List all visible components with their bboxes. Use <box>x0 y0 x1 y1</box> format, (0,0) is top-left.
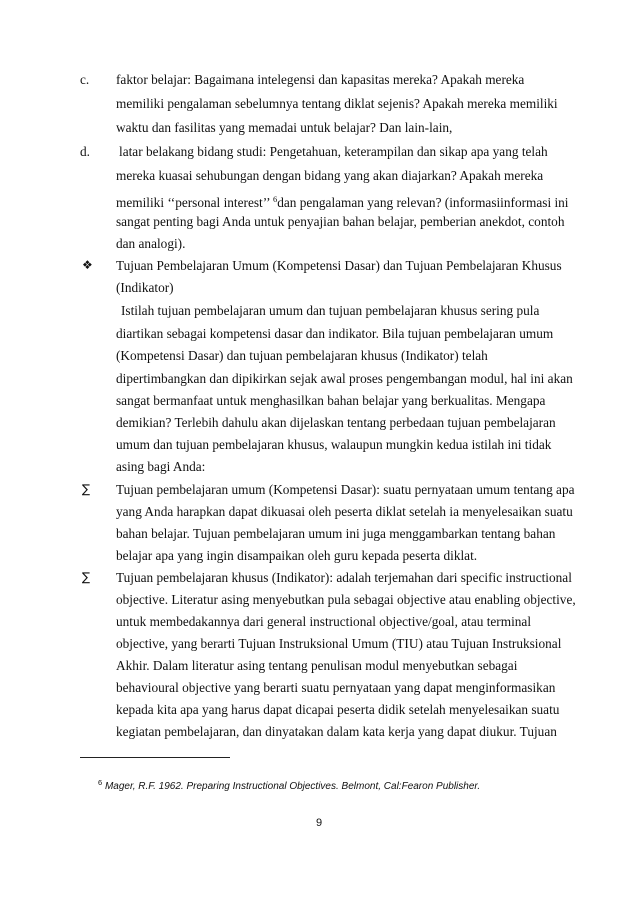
text-line: dan analogi). <box>116 236 186 251</box>
sigma-bullet-icon: ∑ <box>82 570 91 584</box>
text-line: diartikan sebagai kompetensi dasar dan indikator. Bila tujuan pembelajaran umum <box>116 326 554 341</box>
text-line: (Kompetensi Dasar) dan tujuan pembelajaran khusus (Indikator) telah <box>116 348 488 363</box>
sigma-bullet-icon: ∑ <box>82 482 91 496</box>
diamond-bullet-icon: ❖ <box>82 258 93 272</box>
text-line: faktor belajar: Bagaimana intelegensi dan kapasitas mereka? Apakah mereka <box>116 72 525 87</box>
text-line: behavioural objective yang berarti suatu pernyataan yang dapat menginformasikan <box>116 680 556 695</box>
list-marker-c: c. <box>80 72 90 87</box>
text-line: bahan belajar. Tujuan pembelajaran umum ini juga menggambarkan tentang bahan <box>116 526 556 541</box>
footnote-text: Mager, R.F. 1962. Preparing Instructional Objectives. Belmont, Cal:Fearon Publisher. <box>104 781 481 792</box>
text-line: kepada kita apa yang harus dapat dicapai peserta didik setelah menyelesaikan suatu <box>116 702 560 717</box>
footnote <box>98 776 480 794</box>
footnote-separator <box>80 757 230 758</box>
text-segment: dan pengalaman yang relevan? (informasiinformasi ini <box>277 195 569 210</box>
text-line: waktu dan fasilitas yang memadai untuk belajar? Dan lain-lain, <box>116 120 453 135</box>
text-line: demikian? Terlebih dahulu akan dijelaskan tentang perbedaan tujuan pembelajaran <box>116 415 556 430</box>
page-number: 9 <box>315 817 323 829</box>
text-line: objective, yang berarti Tujuan Instruksional Umum (TIU) atau Tujuan Instruksional <box>116 636 562 651</box>
text-line: sangat penting bagi Anda untuk penyajian bahan belajar, pemberian anekdot, contoh <box>116 214 565 229</box>
text-line: yang Anda harapkan dapat dikuasai oleh peserta diklat setelah ia menyelesaikan suatu <box>116 504 573 519</box>
text-line: asing bagi Anda: <box>116 459 206 474</box>
text-line: latar belakang bidang studi: Pengetahuan, keterampilan dan sikap apa yang telah <box>119 144 548 159</box>
text-line: objective. Literatur asing menyebutkan pula sebagai objective atau enabling objective, <box>116 592 576 607</box>
text-line: dipertimbangkan dan dipikirkan sejak awal proses pengembangan modul, hal ini akan <box>116 371 573 386</box>
text-line <box>116 191 569 211</box>
list-marker-d: d. <box>80 144 90 159</box>
text-line: Akhir. Dalam literatur asing tentang penulisan modul menyebutkan sebagai <box>116 658 518 673</box>
text-line: belajar apa yang ingin disampaikan oleh guru kepada peserta diklat. <box>116 548 478 563</box>
section-heading: (Indikator) <box>116 280 174 295</box>
section-heading: Tujuan Pembelajaran Umum (Kompetensi Dasar) dan Tujuan Pembelajaran Khusus <box>116 258 562 273</box>
footnote-reference: 6 <box>272 194 278 204</box>
text-segment: memiliki ‘‘personal interest’’ <box>116 195 270 210</box>
text-line: untuk membedakannya dari general instructional objective/goal, atau terminal <box>116 614 532 629</box>
text-line: sangat bermanfaat untuk menghasilkan bahan belajar yang berkualitas. Mengapa <box>116 393 546 408</box>
text-line: umum dan tujuan pembelajaran khusus, walaupun mungkin kedua istilah ini tidak <box>116 437 552 452</box>
text-line: Tujuan pembelajaran umum (Kompetensi Dasar): suatu pernyataan umum tentang apa <box>116 482 575 497</box>
text-line: mereka kuasai sehubungan dengan bidang yang akan diajarkan? Apakah mereka <box>116 168 544 183</box>
text-line: Istilah tujuan pembelajaran umum dan tujuan pembelajaran khusus sering pula <box>121 303 540 318</box>
text-line: Tujuan pembelajaran khusus (Indikator): adalah terjemahan dari specific instructional <box>116 570 572 585</box>
text-line: memiliki pengalaman sebelumnya tentang diklat sejenis? Apakah mereka memiliki <box>116 96 558 111</box>
footnote-number: 6 <box>98 778 103 787</box>
text-line: kegiatan pembelajaran, dan dinyatakan dalam kata kerja yang dapat diukur. Tujuan <box>116 724 557 739</box>
